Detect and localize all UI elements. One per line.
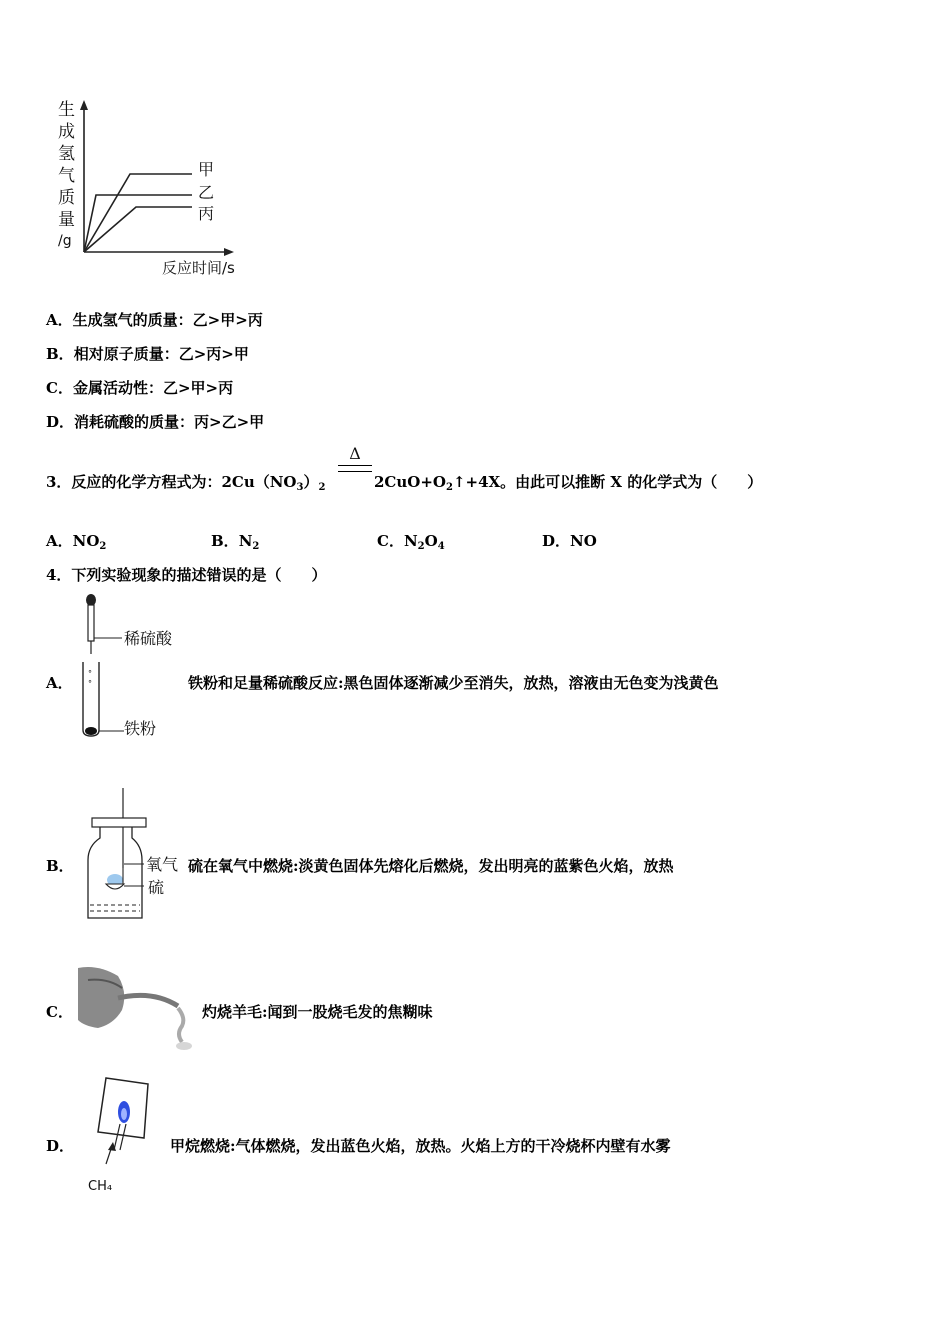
q3-option-c-sub: 2 (417, 541, 425, 552)
q2-option-c-letter: C． (46, 379, 73, 397)
q2-option-c (46, 381, 233, 396)
ylabel-char-1: 成 (58, 122, 75, 142)
q3-reaction-condition (338, 446, 372, 472)
q3-option-b (211, 534, 259, 552)
wool-ash (176, 1042, 192, 1050)
q2-option-d-letter: D． (46, 413, 75, 431)
hydrogen-mass-graph (50, 96, 270, 286)
ylabel-char-5: 量 (58, 210, 75, 230)
q4-stem: 4．下列实验现象的描述错误的是（ ） (46, 566, 327, 584)
q3-option-c (377, 534, 445, 552)
q2-option-a-text: 生成氢气的质量：乙>甲>丙 (72, 311, 263, 329)
gas-tube-left (114, 1124, 120, 1150)
graph-svg (50, 96, 270, 286)
dropper-tube (88, 605, 94, 641)
q3-suffix: ↑+4X。由此可以推断 X 的化学式为（ ） (452, 473, 763, 491)
q4-option-d-text: 甲烷燃烧:气体燃烧，发出蓝色火焰，放热。火焰上方的干冷烧杯内壁有水雾 (170, 1137, 671, 1155)
q4-option-a-letter: A． (46, 674, 73, 692)
ylabel-char-2: 氢 (58, 144, 75, 164)
q2-option-b-text: 相对原子质量：乙>丙>甲 (73, 345, 249, 363)
ylabel-unit: /g (58, 233, 72, 249)
q2-option-a-letter: A． (46, 311, 73, 329)
label-dilute-sulfuric-acid: 稀硫酸 (124, 629, 173, 648)
q3-option-b-letter: B． (211, 532, 239, 550)
heat-symbol: Δ (349, 444, 361, 463)
q3-option-c-sub2: 4 (437, 541, 445, 552)
q3-option-c-formula: N (403, 532, 418, 550)
q3-sub2: 2 (318, 482, 326, 493)
q3-option-b-formula: N (238, 532, 253, 550)
ylabel-char-3: 气 (58, 166, 75, 186)
curve-jia (84, 174, 192, 252)
q3-equation-left (46, 475, 325, 493)
q4-option-b-letter: B． (46, 857, 74, 875)
q3-option-a-letter: A． (46, 532, 73, 550)
series-label-yi: 乙 (198, 183, 215, 202)
curve-bing (84, 207, 192, 252)
q4-option-a-text: 铁粉和足量稀硫酸反应:黑色固体逐渐减少至消失，放热，溶液由无色变为浅黄色 (188, 674, 719, 692)
q4-option-c-letter: C． (46, 1003, 73, 1021)
q3-sub1: 3 (296, 482, 304, 493)
tongs (118, 995, 178, 1006)
q3-option-d-letter: D． (542, 532, 571, 550)
dropper-bulb (86, 594, 96, 606)
q2-option-b-letter: B． (46, 345, 74, 363)
q4-c-apparatus (78, 962, 203, 1052)
x-axis-arrow (224, 248, 234, 256)
drop-mark: ° (88, 679, 92, 688)
jar-lid (92, 818, 146, 827)
ylabel-char-4: 质 (58, 188, 75, 208)
q3-sub3: 2 (445, 482, 453, 493)
series-label-jia: 甲 (198, 160, 215, 179)
q2-option-b (46, 347, 249, 362)
gas-tube-right (120, 1124, 126, 1150)
label-oxygen: 氧气 (146, 855, 179, 874)
series-label-bing: 丙 (198, 204, 215, 223)
ylabel-char-0: 生 (58, 100, 75, 120)
iron-powder (85, 727, 97, 735)
q3-equation-right (374, 475, 762, 493)
q3-option-c-mid: O (424, 532, 438, 550)
combustion-spoon (106, 884, 124, 889)
q3-mid1: ） (303, 473, 319, 491)
q3-option-d (542, 534, 597, 549)
q2-option-d-text: 消耗硫酸的质量：丙>乙>甲 (74, 413, 265, 431)
hand-icon (78, 967, 124, 1028)
q4-option-b-text: 硫在氧气中燃烧:淡黄色固体先熔化后燃烧，发出明亮的蓝紫色火焰，放热 (188, 857, 674, 875)
q3-option-a-sub: 2 (99, 541, 107, 552)
q3-option-d-formula: NO (570, 532, 597, 550)
q2-option-c-text: 金属活动性：乙>甲>丙 (72, 379, 234, 397)
q3-prefix: 3．反应的化学方程式为：2Cu（NO (46, 473, 297, 491)
q3-option-b-sub: 2 (252, 541, 260, 552)
q2-option-d (46, 415, 264, 430)
double-line-arrow (338, 465, 372, 472)
q3-option-a (46, 534, 106, 552)
q4-option-c-text: 灼烧羊毛:闻到一股烧毛发的焦糊味 (202, 1003, 433, 1021)
q3-option-a-formula: NO (72, 532, 100, 550)
gas-jar (88, 827, 142, 918)
label-iron-powder: 铁粉 (124, 719, 157, 738)
q3-mid2: 2CuO+O (374, 473, 446, 491)
q4-option-d-letter: D． (46, 1137, 75, 1155)
q4-d-apparatus (92, 1076, 172, 1166)
xlabel: 反应时间/s (162, 259, 235, 277)
flame-core (121, 1108, 127, 1120)
label-sulfur: 硫 (148, 878, 165, 897)
label-ch4: CH₄ (88, 1179, 113, 1194)
y-axis-arrow (80, 100, 88, 110)
q2-option-a (46, 313, 263, 328)
wool-sample (178, 1008, 183, 1042)
q3-option-c-letter: C． (377, 532, 404, 550)
drop-mark: ° (88, 669, 92, 678)
